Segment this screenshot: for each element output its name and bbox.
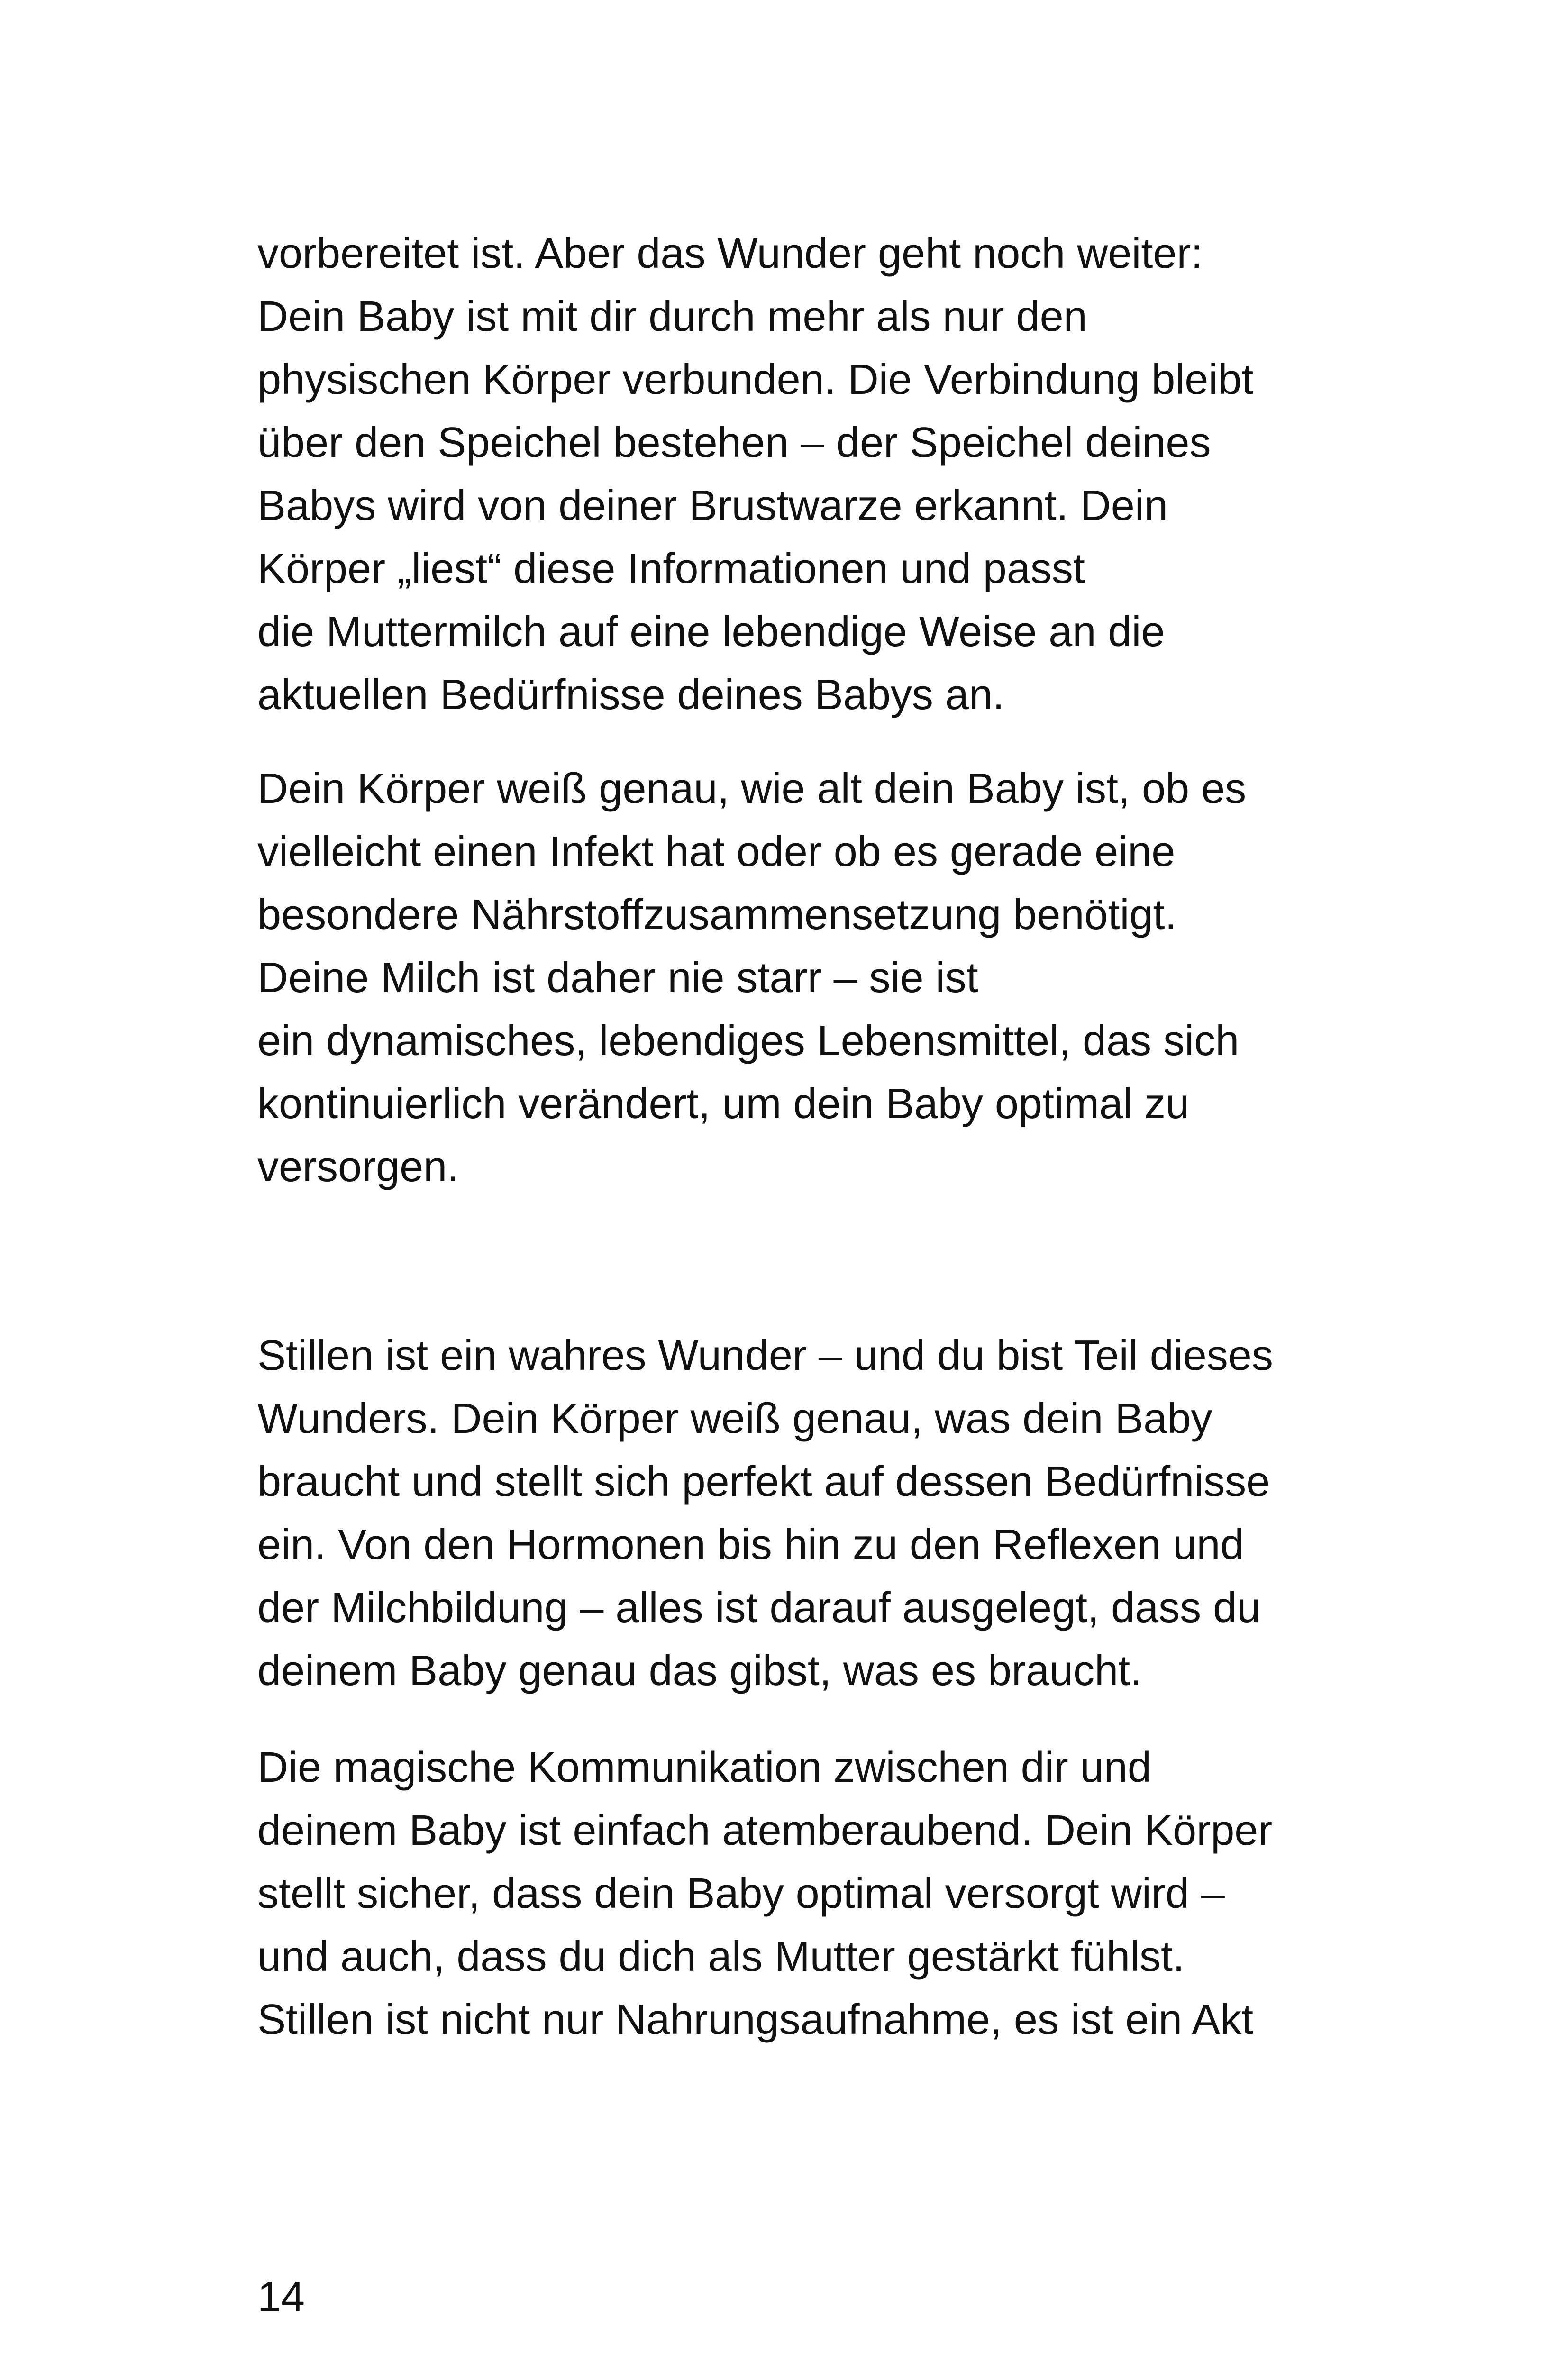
paragraph-line: Dein Baby ist mit dir durch mehr als nur den [257,293,1087,340]
paragraph-line: stellt sicher, dass dein Baby optimal versorgt wird – [257,1870,1225,1917]
paragraph-line: Stillen ist nicht nur Nahrungsaufnahme, es ist ein Akt [257,1996,1254,2043]
paragraph-line: versorgen. [257,1143,459,1191]
paragraph-line: der Milchbildung – alles ist darauf ausgelegt, dass du [257,1584,1261,1632]
paragraph-line: Dein Körper weiß genau, wie alt dein Baby ist, ob es [257,765,1247,812]
paragraph-line: Wunders. Dein Körper weiß genau, was dein Baby [257,1395,1212,1442]
paragraph-line: deinem Baby ist einfach atemberaubend. Dein Körper [257,1807,1273,1854]
paragraph-line: physischen Körper verbunden. Die Verbindung bleibt [257,356,1254,403]
paragraph-line: die Muttermilch auf eine lebendige Weise an die [257,608,1165,656]
paragraph-line: kontinuierlich verändert, um dein Baby optimal zu [257,1080,1190,1128]
paragraph-line: Babys wird von deiner Brustwarze erkannt. Dein [257,482,1168,529]
paragraph-line: über den Speichel bestehen – der Speichel deines [257,419,1211,466]
page-number: 14 [257,2273,305,2321]
paragraph-line: Körper „liest“ diese Informationen und passt [257,545,1085,592]
paragraph-line: ein dynamisches, lebendiges Lebensmittel, das sich [257,1017,1240,1065]
paragraph-line: und auch, dass du dich als Mutter gestärkt fühlst. [257,1933,1185,1980]
paragraph-1 [257,222,1452,727]
paragraph-line: Deine Milch ist daher nie starr – sie ist [257,954,978,1002]
paragraph-line: besondere Nährstoffzusammensetzung benötigt. [257,891,1177,939]
paragraph-line: ein. Von den Hormonen bis hin zu den Reflexen und [257,1521,1244,1568]
paragraph-line: deinem Baby genau das gibst, was es braucht. [257,1647,1142,1695]
paragraph-4 [257,1736,1452,2051]
paragraph-line: Die magische Kommunikation zwischen dir und [257,1744,1151,1791]
paragraph-line: vorbereitet ist. Aber das Wunder geht noch weiter: [257,230,1203,277]
paragraph-3 [257,1324,1452,1703]
paragraph-line: vielleicht einen Infekt hat oder ob es gerade eine [257,828,1176,875]
paragraph-2 [257,757,1452,1199]
paragraph-line: Stillen ist ein wahres Wunder – und du bist Teil dieses [257,1332,1273,1379]
paragraph-line: braucht und stellt sich perfekt auf dessen Bedürfnisse [257,1458,1270,1505]
paragraph-line: aktuellen Bedürfnisse deines Babys an. [257,671,1005,719]
